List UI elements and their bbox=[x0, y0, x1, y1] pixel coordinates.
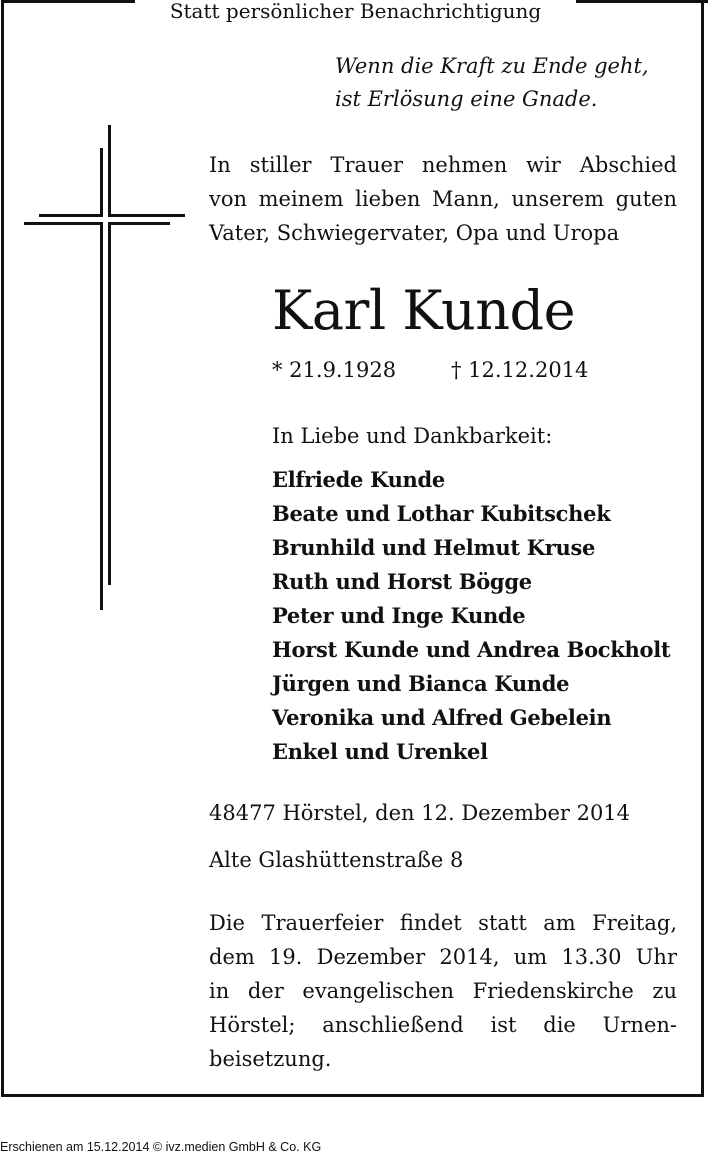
cross-right-horizontal bbox=[39, 214, 185, 217]
family-member: Peter und Inge Kunde bbox=[272, 603, 526, 628]
family-member: Ruth und Horst Bögge bbox=[272, 569, 532, 594]
family-member: Brunhild und Helmut Kruse bbox=[272, 535, 596, 560]
deceased-name: Karl Kunde bbox=[272, 279, 576, 342]
thanks-line: In Liebe und Dankbarkeit: bbox=[272, 424, 553, 448]
service-line: in der evangelischen Friedenskirche zu bbox=[209, 979, 677, 1003]
family-member: Enkel und Urenkel bbox=[272, 739, 488, 764]
cross-right-vertical bbox=[108, 125, 111, 585]
notice-header: Statt persönlicher Benachrichtigung bbox=[169, 0, 542, 23]
birth-date: * 21.9.1928 bbox=[272, 358, 397, 382]
service-info bbox=[209, 906, 677, 1076]
street-address: Alte Glashüttenstraße 8 bbox=[209, 848, 464, 872]
intro-text bbox=[209, 148, 677, 250]
cross-icon bbox=[0, 0, 200, 620]
service-line: Hörstel; anschließend ist die Urnen- bbox=[209, 1013, 677, 1037]
family-member: Horst Kunde und Andrea Bockholt bbox=[272, 637, 671, 662]
cross-left-horizontal bbox=[24, 222, 170, 225]
quote-line: ist Erlösung eine Gnade. bbox=[335, 87, 598, 111]
intro-line: Vater, Schwiegervater, Opa und Uropa bbox=[209, 221, 620, 245]
service-line: beisetzung. bbox=[209, 1047, 332, 1071]
quote bbox=[335, 50, 649, 116]
family-member: Elfriede Kunde bbox=[272, 467, 445, 492]
life-dates bbox=[272, 355, 589, 385]
family-member: Veronika und Alfred Gebelein bbox=[272, 705, 612, 730]
service-line: Die Trauerfeier findet statt am Freitag, bbox=[209, 911, 677, 935]
family-member: Beate und Lothar Kubitschek bbox=[272, 501, 611, 526]
death-date: † 12.12.2014 bbox=[451, 358, 589, 382]
publication-footer: Erschienen am 15.12.2014 © ivz.medien GmbH & Co. KG bbox=[0, 1140, 322, 1154]
intro-line: von meinem lieben Mann, unserem guten bbox=[209, 187, 677, 211]
quote-line: Wenn die Kraft zu Ende geht, bbox=[335, 54, 649, 78]
place-date: 48477 Hörstel, den 12. Dezember 2014 bbox=[209, 801, 631, 825]
family-list bbox=[272, 463, 670, 769]
service-line: dem 19. Dezember 2014, um 13.30 Uhr bbox=[209, 945, 677, 969]
family-member: Jürgen und Bianca Kunde bbox=[272, 671, 570, 696]
intro-line: In stiller Trauer nehmen wir Abschied bbox=[209, 153, 677, 177]
